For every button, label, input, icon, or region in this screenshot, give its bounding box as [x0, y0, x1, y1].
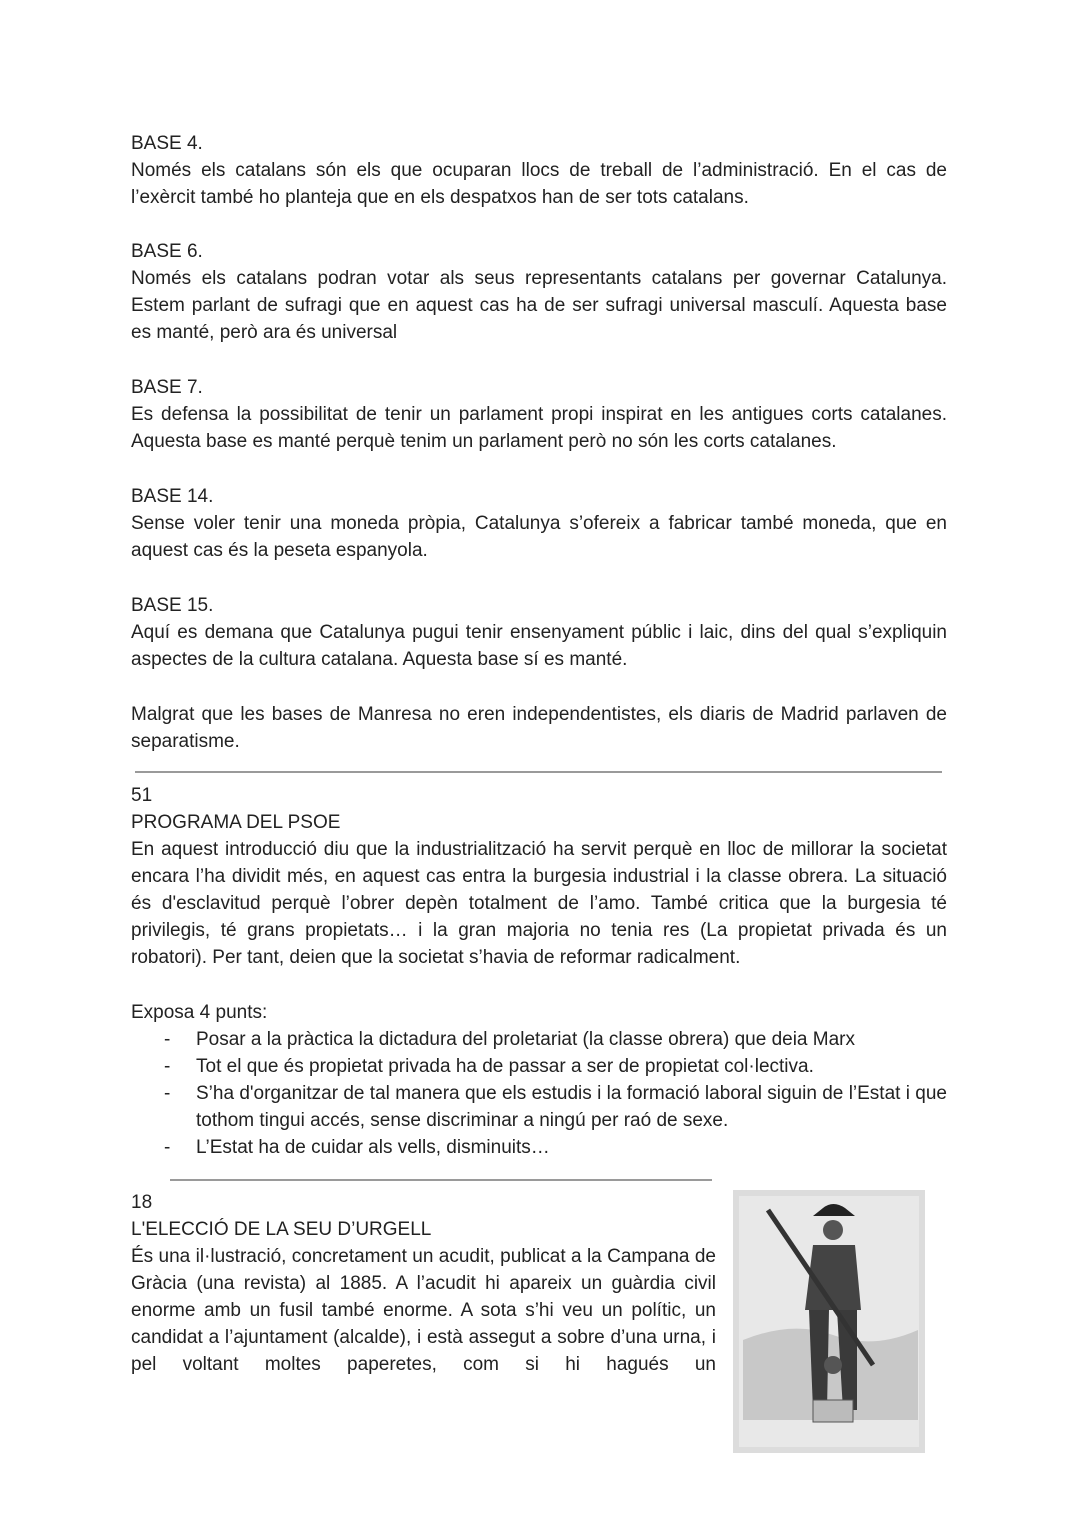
base-title: BASE 15.: [131, 595, 214, 616]
base-title: BASE 4.: [131, 133, 203, 154]
list-item: - L’Estat ha de cuidar als vells, disminuits…: [131, 1134, 947, 1161]
base-text: Només els catalans podran votar als seus representants catalans per governar Catalunya. Estem parlant de sufragi que en aquest cas ha de ser sufragi universal masculí. Aquesta base es manté, però ara és universal: [131, 268, 947, 343]
base-7: [131, 374, 947, 455]
base-title: BASE 6.: [131, 241, 203, 262]
base-text: Només els catalans són els que ocuparan llocs de treball de l’administració. En el cas de l’exèrcit també ho planteja que en els despatxos han de ser tots catalans.: [131, 160, 947, 208]
list-item: - Tot el que és propietat privada ha de passar a ser de propietat col·lectiva.: [131, 1053, 947, 1080]
base-text: Aquí es demana que Catalunya pugui tenir ensenyament públic i laic, dins del qual s’expliquin aspectes de la cultura catalana. Aquesta base sí es manté.: [131, 622, 947, 670]
section-text: És una il·lustració, concretament un acudit, publicat a la Campana de Gràcia (una revista) al 1885. A l’acudit hi apareix un guàrdia civil enorme amb un fusil també enorme. A sota s’hi veu un polític, un candidat a l’ajuntament (alcalde), i està assegut a sobre d’una urna, i pel voltant moltes paperetes, com si hi hagués un: [131, 1246, 716, 1375]
base-6: [131, 238, 947, 346]
list-item: - Posar a la pràctica la dictadura del proletariat (la classe obrera) que deia Marx: [131, 1026, 947, 1053]
section-text: En aquest introducció diu que la industrialització ha servit perquè en lloc de millorar la societat encara l’ha dividit més, en aquest cas entra la burgesia industrial i la classe obrera. La situació és d'esclavitud perquè l’obrer depèn totalment de l’amo. També critica que la burgesia té privilegis, té grans propietats… i la gran majoria no tenia res (La propietat privada és un robatori). Per tant, deien que la societat s’havia de reformar radicalment.: [131, 839, 947, 968]
psoe-points: [131, 999, 947, 1161]
section-title: L'ELECCIÓ DE LA SEU D’URGELL: [131, 1219, 432, 1240]
base-text: Sense voler tenir una moneda pròpia, Catalunya s’ofereix a fabricar també moneda, que en aquest cas és la peseta espanyola.: [131, 513, 947, 561]
base-14: [131, 483, 947, 564]
conclusion: [131, 701, 947, 755]
section-title: PROGRAMA DEL PSOE: [131, 812, 341, 833]
section-number: 51: [131, 785, 153, 806]
divider: [170, 1179, 712, 1181]
bullet: -: [164, 1056, 171, 1077]
psoe-section: [131, 782, 947, 971]
seu-section: [131, 1189, 716, 1378]
points-list: [131, 1026, 947, 1161]
bullet: -: [164, 1137, 171, 1158]
base-text: Es defensa la possibilitat de tenir un parlament propi inspirat en les antigues corts catalanes. Aquesta base es manté perquè tenim un parlament però no són les corts catalanes.: [131, 404, 947, 452]
conclusion-text: Malgrat que les bases de Manresa no eren independentistes, els diaris de Madrid parlaven de separatisme.: [131, 704, 947, 752]
section-number: 18: [131, 1192, 153, 1213]
points-intro: Exposa 4 punts:: [131, 1002, 268, 1023]
caricature-illustration: [733, 1190, 925, 1453]
divider: [135, 771, 942, 773]
base-title: BASE 7.: [131, 377, 203, 398]
bullet: -: [164, 1083, 171, 1104]
list-item: - S’ha d'organitzar de tal manera que els estudis i la formació laboral siguin de l’Estat i que tothom tingui accés, sense discriminar a ningú per raó de sexe.: [131, 1080, 947, 1134]
base-4: [131, 130, 947, 211]
base-15: [131, 592, 947, 673]
bullet: -: [164, 1029, 171, 1050]
base-title: BASE 14.: [131, 486, 214, 507]
